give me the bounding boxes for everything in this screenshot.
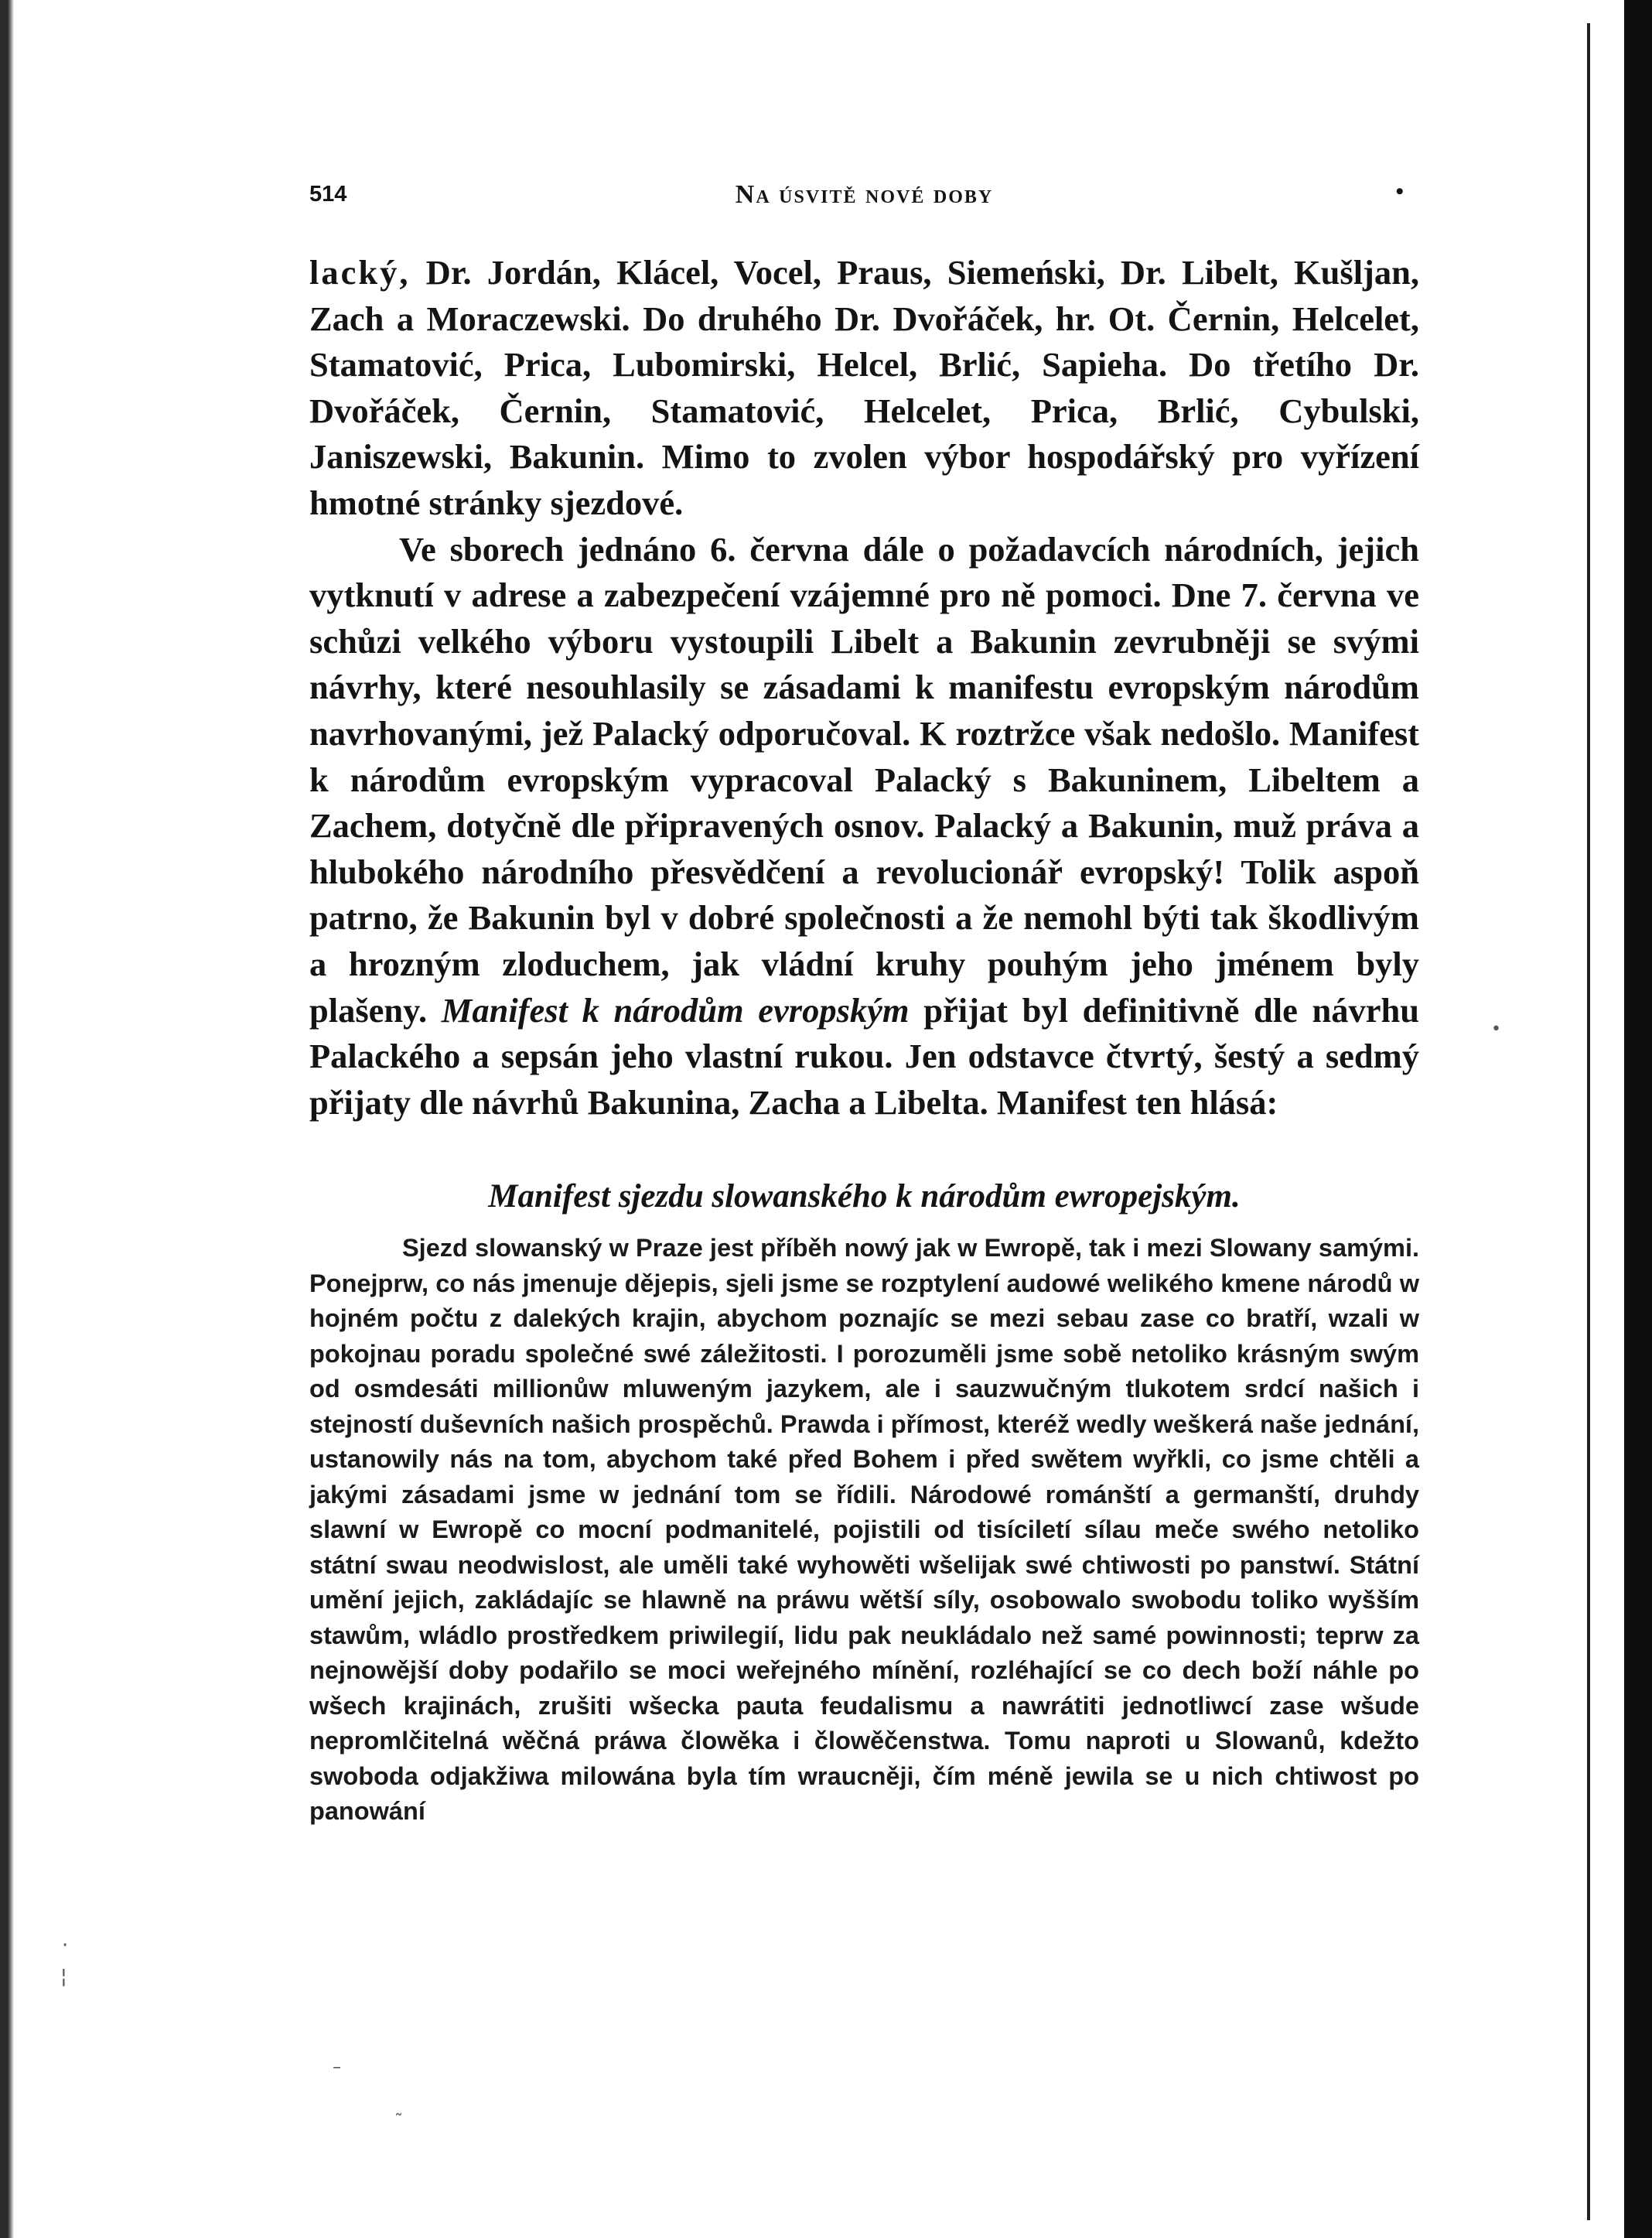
scan-left-edge bbox=[0, 0, 14, 2238]
scan-right-edge bbox=[1624, 0, 1652, 2238]
book-page bbox=[309, 174, 1419, 1830]
paragraph-1 bbox=[309, 250, 1419, 527]
margin-speck: • bbox=[1491, 1020, 1501, 1039]
manifest-quote bbox=[309, 1231, 1419, 1830]
section-heading: Manifest sjezdu slowanského k národům ewropejským. bbox=[488, 1178, 1241, 1215]
margin-speck: ˜ bbox=[394, 2112, 403, 2131]
manifest-title-inline: Manifest k národům evropským bbox=[441, 990, 910, 1030]
page-number: 514 bbox=[309, 182, 347, 207]
margin-speck: ¦ bbox=[60, 1965, 67, 1988]
body-text bbox=[309, 250, 1419, 1126]
manifest-quote-text: Sjezd slowanský w Praze jest příběh nowý jak w Ewropě, tak i mezi Slowany samými. Ponejprw, co nás jmenuje dějepis, sjeli jsme se rozptylení audowé welikého kmene národů w hojném počtu z dalekých krajin, abychom poznajíc se mezi sebau zase co bratří, wzali w pokojnau poradu společné swé záležitosti. I porozuměli jsme sobě netoliko krásným swým od osmdesáti millionůw mluweným jazykem, ale i sauzwučným tlukotem srdcí našich i stejností duševních našich prospěchů. Prawda i přímost, kteréž wedly weškerá naše jednání, ustanowily nás na tom, abychom také před Bohem i před swětem wyřkli, co jsme chtěli a jakými zásadami jsme w jednání tom se řídili. Národowé románští a germanští, druhdy slawní w Ewropě co mocní podmanitelé, pojistili od tisíciletí sílau meče swého netoliko státní swau neodwislost, ale uměli také wyhowěti wšelijak swé chtiwosti po panstwí. Státní umění jejich, zakládajíc se hlawně na práwu wětší síly, osobowalo swobodu toliko wyšším stawům, wládlo prostředkem priwilegií, lidu pak neukládalo než samé powinnosti; teprw za nejnowější doby podařilo se moci weřejného mínění, rozléhající se co dech boží náhle po wšech krajinách, zrušiti wšecka pauta feudalismu a nawrátiti jednotliwcí zase wšude nepromlčitelná wěčná práwa člowěka i člowěčenstwa. Tomu naproti u Slowanů, kdežto swoboda odjakžiwa milowána byla tím wraucněji, čím méně jewila se u nich chtiwost po panowání bbox=[309, 1234, 1419, 1826]
paragraph-1-text: Dr. Jordán, Klácel, Vocel, Praus, Siemeński, Dr. Libelt, Kušljan, Zach a Moraczewski. Do druhého Dr. Dvořáček, hr. Ot. Černin, Helcelet, Stamatović, Prica, Lubomirski, Helcel, Brlić, Sapieha. Do třetího Dr. Dvořáček, Černin, Stamatović, Helcelet, Prica, Brlić, Cybulski, Janiszewski, Bakunin. Mimo to zvolen výbor hospodářský pro vyřízení hmotné stránky sjezdové. bbox=[309, 253, 1419, 522]
page-header bbox=[309, 174, 1419, 220]
paragraph-1-spaced-start: lacký, bbox=[309, 253, 411, 292]
running-title: Na úsvitě nové doby bbox=[735, 180, 994, 209]
paragraph-2 bbox=[309, 527, 1419, 1126]
margin-speck: – bbox=[333, 2058, 341, 2077]
margin-speck: · bbox=[62, 1934, 69, 1957]
paragraph-2-text-b: přijat byl definitivně dle návrhu Palackého a sepsán jeho vlastní rukou. Jen odstavce čtvrtý, šestý a sedmý přijaty dle návrhů Bakunina, Zacha a Libelta. Manifest ten hlásá: bbox=[309, 990, 1419, 1122]
scan-right-rule bbox=[1587, 23, 1590, 2220]
paragraph-2-text-a: Ve sborech jednáno 6. června dále o požadavcích národních, jejich vytknutí v adrese a zabezpečení vzájemné pro ně pomoci. Dne 7. června ve schůzi velkého výboru vystoupili Libelt a Bakunin zevrubněji se svými návrhy, které nesouhlasily se zásadami k manifestu evropským národům navrhovanými, jež Palacký odporučoval. K roztržce však nedošlo. Manifest k národům evropským vypracoval Palacký s Bakuninem, Libeltem a Zachem, dotyčně dle připravených osnov. Palacký a Bakunin, muž práva a hlubokého národního přesvědčení a revolucionář evropský! Tolik aspoň patrno, že Bakunin byl v dobré společnosti a že nemohl býti tak škodlivým a hrozným zloduchem, jak vládní kruhy pouhým jeho jménem byly plašeny. bbox=[309, 529, 1419, 1030]
header-mark: • bbox=[1395, 179, 1404, 204]
